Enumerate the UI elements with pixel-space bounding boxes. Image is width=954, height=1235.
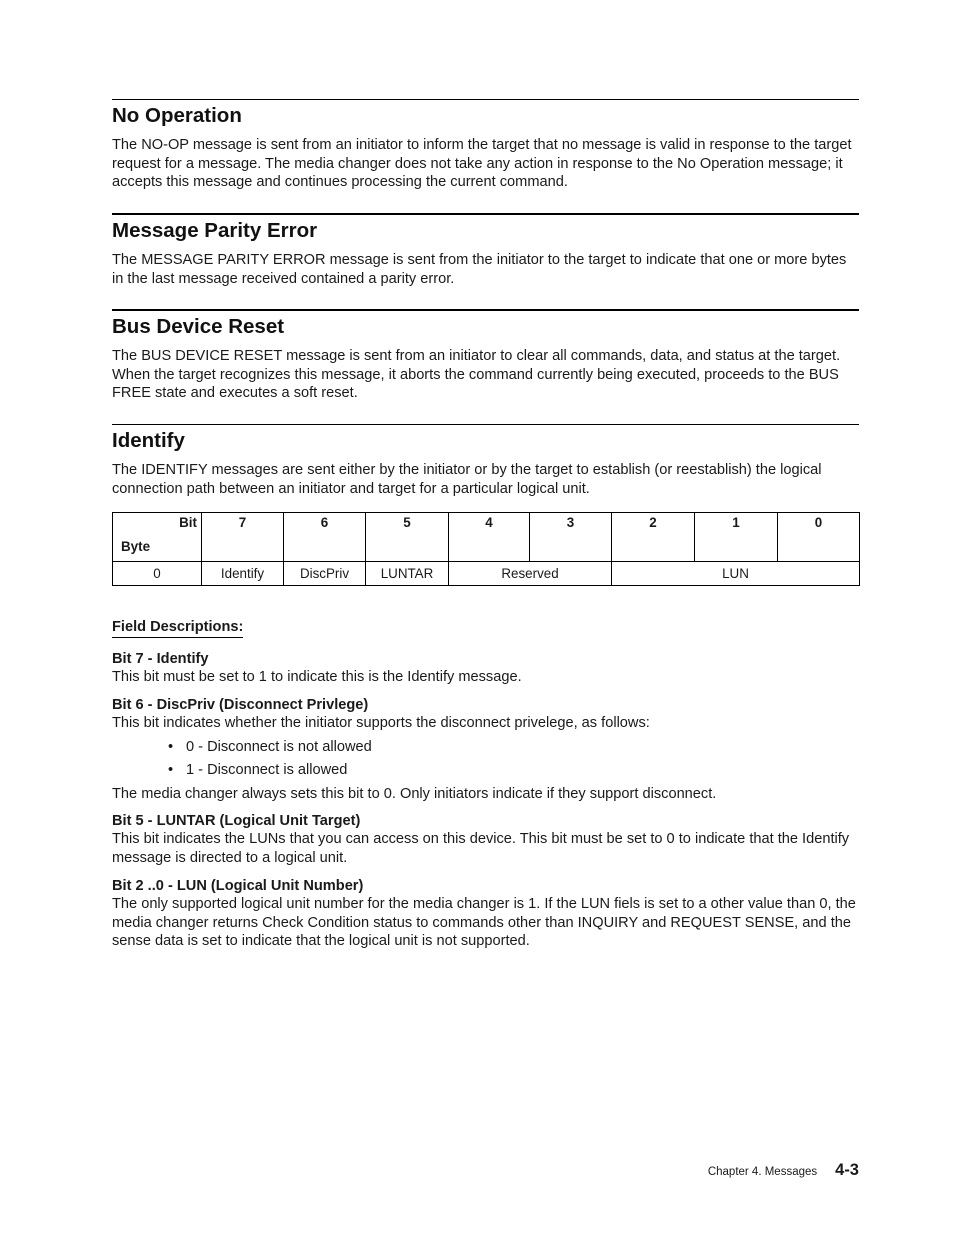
bit-header: 0 <box>778 513 860 562</box>
section-identify <box>112 424 859 951</box>
bullet-list <box>168 738 859 780</box>
field-identify: Identify <box>202 562 284 586</box>
section-heading: No Operation <box>112 104 242 127</box>
table-header-row <box>113 513 860 562</box>
bit-header: 6 <box>284 513 366 562</box>
page-number: 4-3 <box>835 1161 859 1179</box>
bit-header: 3 <box>530 513 612 562</box>
section-bus-device-reset <box>112 309 859 424</box>
field-discpriv: DiscPriv <box>284 562 366 586</box>
field-desc: This bit indicates whether the initiator supports the disconnect privelege, as follows: <box>112 715 650 732</box>
field-bit5 <box>112 812 859 867</box>
field-desc-note: The media changer always sets this bit to 0. Only initiators indicate if they support disconnect. <box>112 785 717 802</box>
bit-header: 5 <box>366 513 449 562</box>
document-page <box>112 99 859 951</box>
section-no-operation <box>112 99 859 213</box>
field-reserved: Reserved <box>449 562 612 586</box>
field-bit7 <box>112 650 859 687</box>
field-term: Bit 2 ..0 - LUN (Logical Unit Number) <box>112 877 364 894</box>
field-desc: This bit indicates the LUNs that you can access on this device. This bit must be set to 0 to indicate that the Identify message is directed to a logical unit. <box>112 831 850 867</box>
field-term: Bit 6 - DiscPriv (Disconnect Privlege) <box>112 697 369 714</box>
list-item: • 0 - Disconnect is not allowed <box>168 738 859 757</box>
section-message-parity-error <box>112 213 859 309</box>
list-item: • 1 - Disconnect is allowed <box>168 761 859 780</box>
field-desc: This bit must be set to 1 to indicate this is the Identify message. <box>112 669 522 686</box>
field-lun: LUN <box>612 562 860 586</box>
field-term: Bit 5 - LUNTAR (Logical Unit Target) <box>112 813 361 830</box>
field-term: Bit 7 - Identify <box>112 651 209 668</box>
field-luntar: LUNTAR <box>366 562 449 586</box>
bit-header: 7 <box>202 513 284 562</box>
byte-number: 0 <box>113 562 202 586</box>
field-desc: The only supported logical unit number for the media changer is 1. If the LUN fiels is set to a other value than 0, the media changer returns Check Condition status to commands other than INQUIRY and REQUEST SENSE, and the sense data is set to indicate that the logical unit is not supported. <box>112 895 856 950</box>
section-body: The IDENTIFY messages are sent either by the initiator or by the target to establish (or reestablish) the logical connection path between an initiator and target for a particular logical unit. <box>112 462 822 497</box>
bit-header: 4 <box>449 513 530 562</box>
page-footer <box>708 1161 859 1180</box>
table-row <box>113 562 860 586</box>
section-body: The NO-OP message is sent from an initiator to inform the target that no message is valid in response to the target request for a message. The media changer does not take any action in response to the No Operation message; it accepts this message and continues processing the current command. <box>112 137 852 191</box>
field-descriptions-heading: Field Descriptions: <box>112 619 243 638</box>
byte-label: Byte <box>121 539 151 555</box>
bit-header: 2 <box>612 513 695 562</box>
section-body: The BUS DEVICE RESET message is sent from an initiator to clear all commands, data, and status at the target. When the target recognizes this message, it aborts the command currently being executed, proceeds to the BUS FREE state and executes a soft reset. <box>112 348 841 402</box>
section-heading: Message Parity Error <box>112 219 318 242</box>
bit-byte-header <box>113 513 202 562</box>
bit-label: Bit <box>179 515 197 531</box>
chapter-label: Chapter 4. Messages <box>707 1166 818 1178</box>
bit-header: 1 <box>695 513 778 562</box>
section-heading: Identify <box>112 429 185 452</box>
field-bit2-0 <box>112 877 859 951</box>
section-heading: Bus Device Reset <box>112 315 285 338</box>
field-bit6 <box>112 696 859 803</box>
section-body: The MESSAGE PARITY ERROR message is sent from the initiator to the target to indicate that one or more bytes in the last message received contained a parity error. <box>112 252 847 287</box>
identify-bit-table <box>112 512 860 586</box>
